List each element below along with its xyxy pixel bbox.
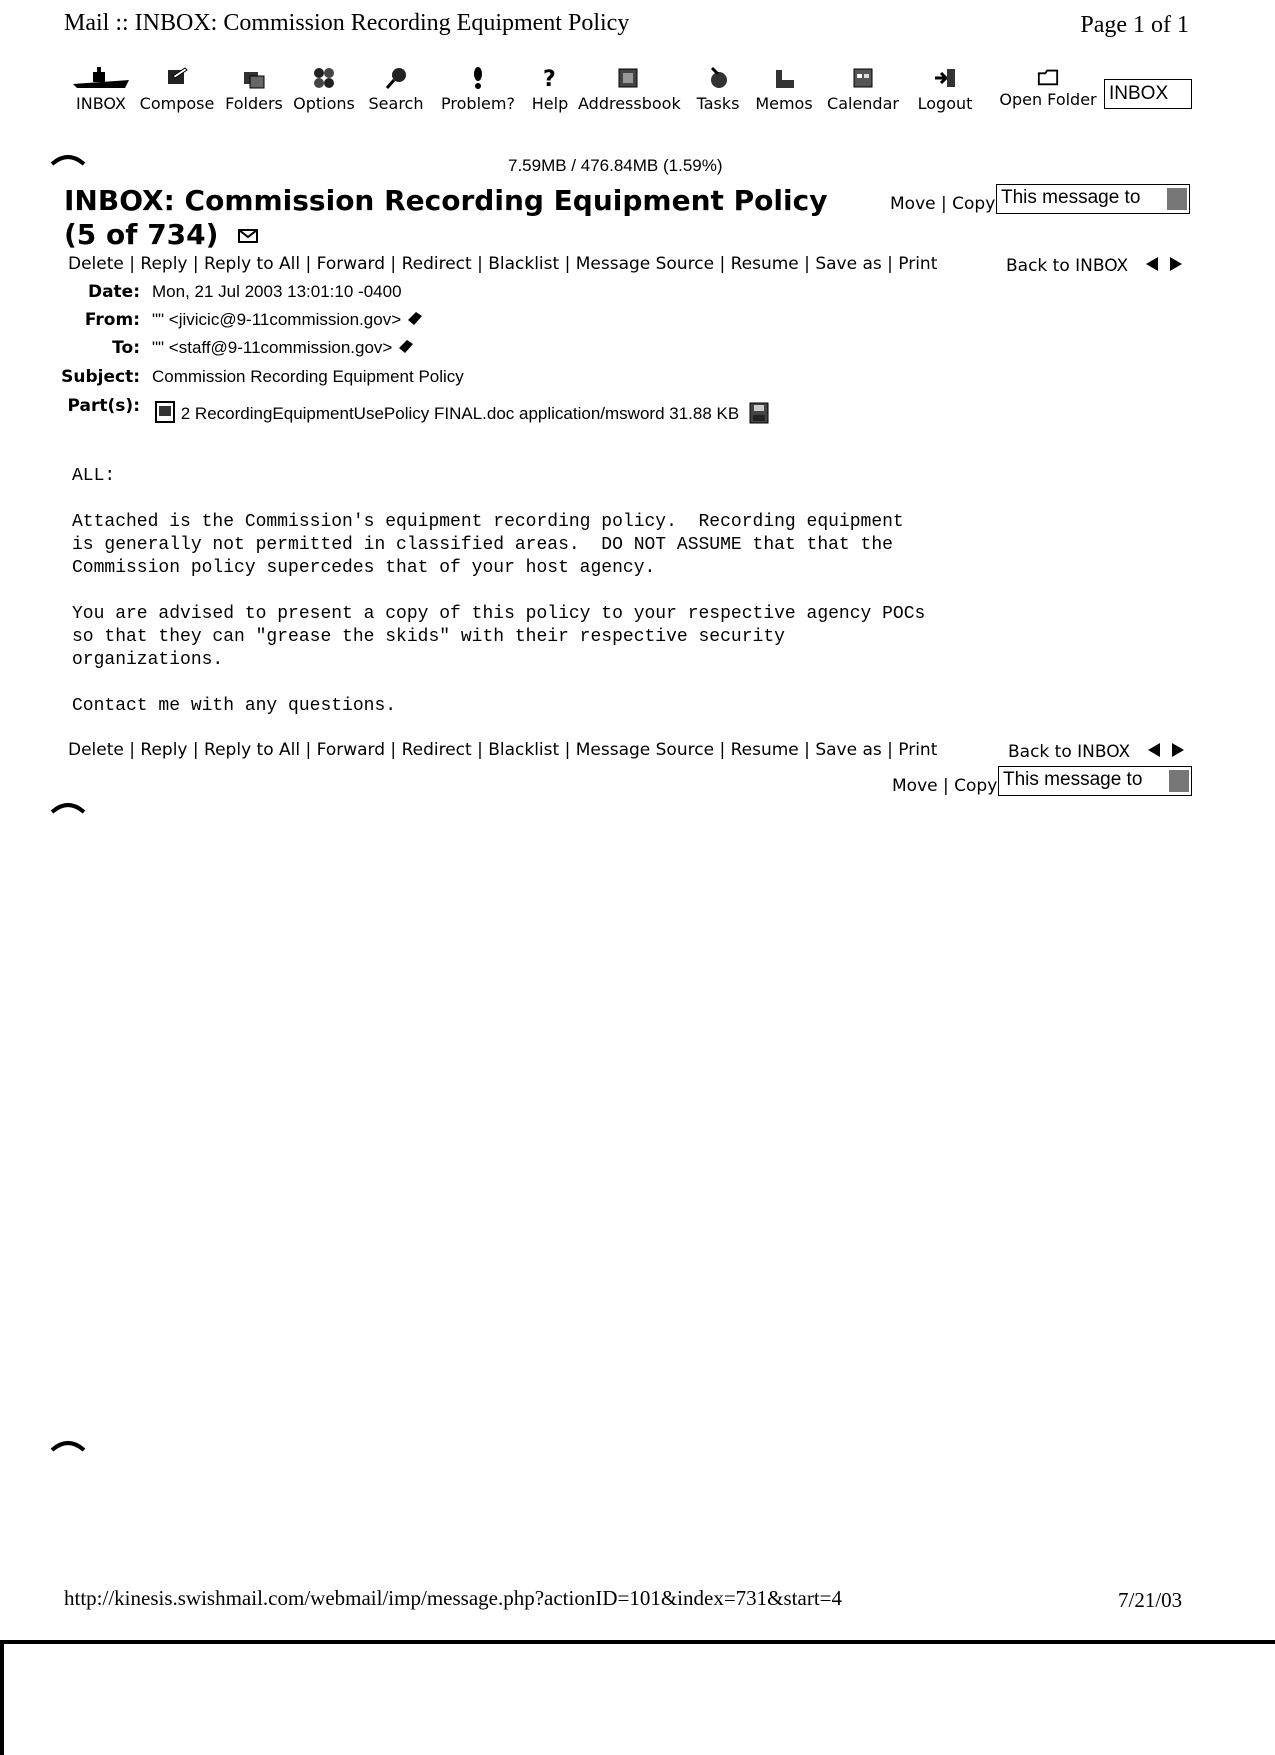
save-attachment-icon[interactable] <box>748 401 770 425</box>
message-source-link[interactable]: Message Source <box>575 740 715 760</box>
reply-link[interactable]: Reply <box>140 740 188 760</box>
message-actions-bottom: Delete | Reply | Reply to All | Forward | Redirect | Blacklist | Message Source | Resume | Save as | Print <box>68 740 938 760</box>
toolbar-label: Memos <box>755 94 813 113</box>
print-link[interactable]: Print <box>898 254 938 274</box>
toolbar-label: INBOX <box>76 94 126 113</box>
blacklist-link[interactable]: Blacklist <box>488 740 560 760</box>
toolbar-help[interactable] <box>528 66 572 113</box>
subject-label: Subject: <box>61 367 140 387</box>
subject-value: Commission Recording Equipment Policy <box>152 367 464 386</box>
attachment-row <box>154 400 770 425</box>
prev-arrow-icon[interactable] <box>1146 257 1158 271</box>
addressbook-icon <box>615 66 641 90</box>
print-page-number: Page 1 of 1 <box>1080 12 1189 38</box>
help-icon <box>537 66 563 90</box>
target-folder-select-bottom[interactable] <box>998 766 1192 796</box>
scan-border-line <box>0 1640 1275 1644</box>
toolbar-label: Folders <box>225 94 283 113</box>
save-as-link[interactable]: Save as <box>815 254 882 274</box>
open-folder-button[interactable] <box>996 66 1100 109</box>
scan-mark-icon <box>50 1438 86 1452</box>
next-arrow-icon[interactable] <box>1170 257 1182 271</box>
open-folder-icon <box>1035 66 1061 88</box>
move-copy-bottom: Move | Copy <box>892 776 998 796</box>
target-select-value: This message to <box>1001 187 1141 208</box>
message-title-text: INBOX: Commission Recording Equipment Policy <box>64 184 828 217</box>
logout-icon <box>932 66 958 90</box>
quota-status: 7.59MB / 476.84MB (1.59%) <box>508 156 723 175</box>
copy-link[interactable]: Copy <box>952 194 996 214</box>
to-row <box>152 338 415 358</box>
scan-border-line <box>0 1640 4 1755</box>
folder-select[interactable]: INBOX <box>1104 79 1192 109</box>
reply-all-link[interactable]: Reply to All <box>204 254 301 274</box>
toolbar-label: Calendar <box>827 94 899 113</box>
move-link[interactable]: Move <box>892 776 938 796</box>
print-page-title: Mail :: INBOX: Commission Recording Equipment Policy <box>64 10 630 36</box>
add-contact-icon[interactable] <box>406 310 424 326</box>
message-counter-row <box>64 218 864 252</box>
print-footer-date: 7/21/03 <box>1118 1588 1183 1612</box>
svg-text:?: ? <box>543 67 556 90</box>
toolbar-tasks[interactable] <box>692 66 744 113</box>
toolbar-logout[interactable] <box>914 66 976 113</box>
envelope-icon <box>238 229 258 243</box>
move-link[interactable]: Move <box>890 194 936 214</box>
forward-link[interactable]: Forward <box>316 254 386 274</box>
prev-next-arrows <box>1144 256 1184 272</box>
reply-all-link[interactable]: Reply to All <box>204 740 301 760</box>
redirect-link[interactable]: Redirect <box>401 254 472 274</box>
tasks-icon <box>705 66 731 90</box>
add-contact-icon[interactable] <box>397 338 415 354</box>
toolbar-label: Help <box>531 94 569 113</box>
target-folder-select-top[interactable] <box>996 184 1190 214</box>
toolbar-calendar[interactable] <box>824 66 902 113</box>
next-arrow-icon[interactable] <box>1172 743 1184 757</box>
toolbar-options[interactable] <box>291 66 357 113</box>
memos-icon <box>771 66 797 90</box>
main-toolbar <box>68 66 988 126</box>
redirect-link[interactable]: Redirect <box>401 740 472 760</box>
date-label: Date: <box>87 282 140 302</box>
print-link[interactable]: Print <box>898 740 938 760</box>
options-icon <box>311 66 337 90</box>
toolbar-label: Tasks <box>696 94 740 113</box>
delete-link[interactable]: Delete <box>68 740 124 760</box>
inbox-icon <box>70 66 132 90</box>
message-counter: (5 of 734) <box>64 218 219 251</box>
copy-link[interactable]: Copy <box>954 776 998 796</box>
prev-next-arrows <box>1146 742 1186 758</box>
delete-link[interactable]: Delete <box>68 254 124 274</box>
word-document-icon <box>154 400 176 424</box>
to-label: To: <box>112 338 140 358</box>
toolbar-label: Logout <box>917 94 973 113</box>
toolbar-memos[interactable] <box>754 66 814 113</box>
toolbar-label: Addressbook <box>578 94 681 113</box>
scan-mark-icon <box>50 152 86 166</box>
message-source-link[interactable]: Message Source <box>575 254 715 274</box>
message-actions-top: Delete | Reply | Reply to All | Forward | Redirect | Blacklist | Message Source | Resume | Save as | Print <box>68 254 938 274</box>
toolbar-inbox[interactable] <box>68 66 134 113</box>
date-value: Mon, 21 Jul 2003 13:01:10 -0400 <box>152 282 402 301</box>
prev-arrow-icon[interactable] <box>1148 743 1160 757</box>
resume-link[interactable]: Resume <box>730 740 799 760</box>
from-label: From: <box>84 310 140 330</box>
attachment-link[interactable]: 2 RecordingEquipmentUsePolicy FINAL.doc application/msword 31.88 KB <box>180 404 740 423</box>
toolbar-label: Search <box>368 94 424 113</box>
back-nav-top <box>1006 256 1184 276</box>
chevron-down-icon <box>1169 770 1189 792</box>
toolbar-label: Problem? <box>441 94 515 113</box>
chevron-down-icon <box>1167 188 1187 210</box>
from-value: "" <jivicic@9-11commission.gov> <box>152 310 402 329</box>
toolbar-search[interactable] <box>365 66 427 113</box>
move-copy-top: Move | Copy <box>890 194 996 214</box>
toolbar-folders[interactable] <box>223 66 285 113</box>
resume-link[interactable]: Resume <box>730 254 799 274</box>
print-footer-url: http://kinesis.swishmail.com/webmail/imp/message.php?actionID=101&index=731&start=4 <box>64 1586 843 1610</box>
from-row <box>152 310 424 330</box>
calendar-icon <box>850 66 876 90</box>
back-nav-bottom <box>1008 742 1186 762</box>
scan-mark-icon <box>50 800 86 814</box>
toolbar-problem[interactable] <box>438 66 518 113</box>
compose-icon <box>164 66 190 90</box>
toolbar-compose[interactable] <box>138 66 216 113</box>
folders-icon <box>241 66 267 90</box>
blacklist-link[interactable]: Blacklist <box>488 254 560 274</box>
message-title <box>64 184 864 252</box>
parts-label: Part(s): <box>67 396 140 416</box>
back-to-inbox-link[interactable]: Back to INBOX <box>1008 742 1131 762</box>
problem-icon <box>465 66 491 90</box>
target-select-value: This message to <box>1003 769 1143 790</box>
message-body: ALL: Attached is the Commission's equipment recording policy. Recording equipment is generally not permitted in classified areas. DO NOT ASSUME that that the Commission policy supercedes that of your host agency. You are advised to present a copy of this policy to your respective agency POCs so that they can "grease the skids" with their respective security organizations. Contact me with any questions. <box>72 466 926 716</box>
to-value: "" <staff@9-11commission.gov> <box>152 338 393 357</box>
back-to-inbox-link[interactable]: Back to INBOX <box>1006 256 1129 276</box>
open-folder-label: Open Folder <box>999 90 1097 109</box>
toolbar-label: Compose <box>139 94 215 113</box>
toolbar-addressbook[interactable] <box>578 66 681 113</box>
reply-link[interactable]: Reply <box>140 254 188 274</box>
search-icon <box>383 66 409 90</box>
save-as-link[interactable]: Save as <box>815 740 882 760</box>
toolbar-label: Options <box>293 94 355 113</box>
forward-link[interactable]: Forward <box>316 740 386 760</box>
